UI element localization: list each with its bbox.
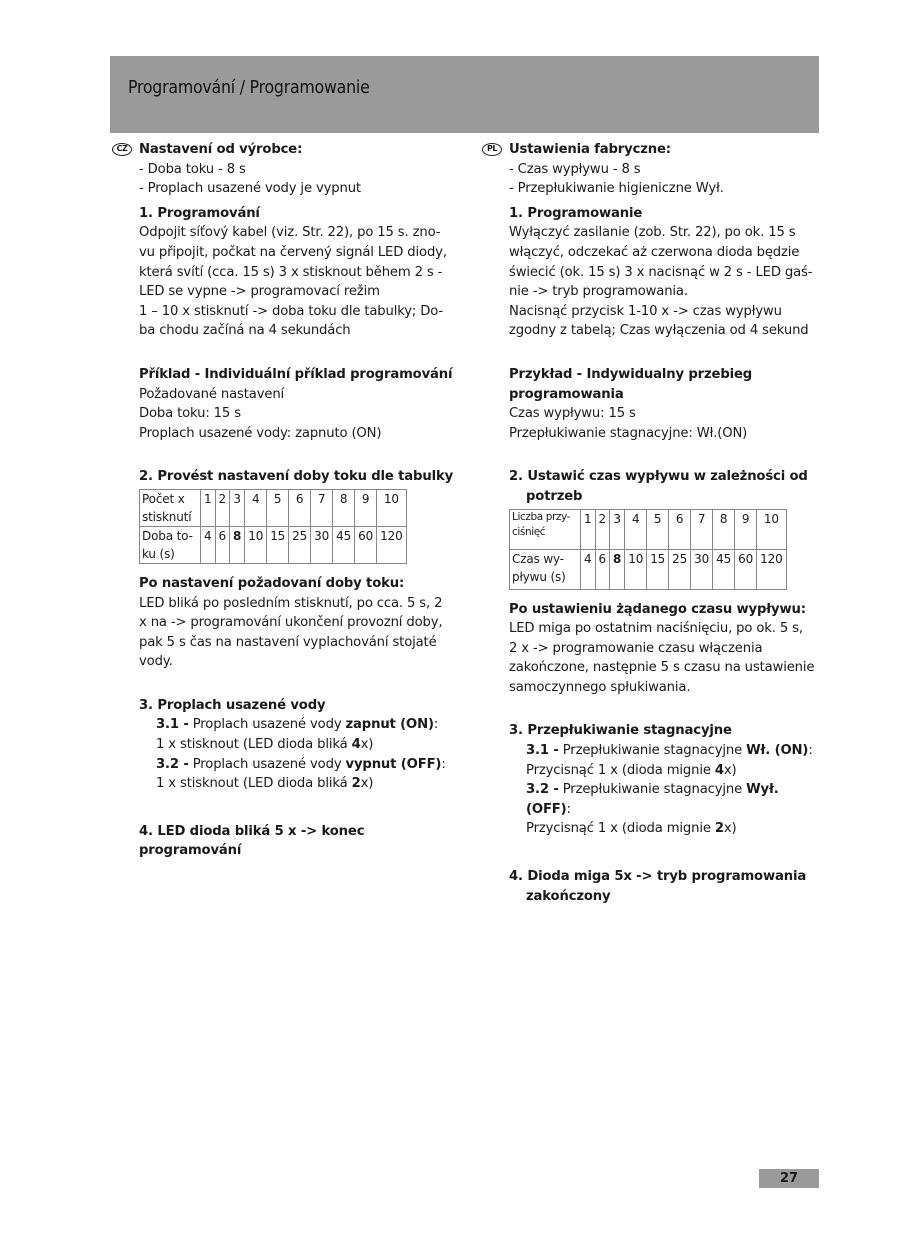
section-1-line: Odpojit síťový kabel (viz. Str. 22), po 15 s. zno- bbox=[139, 225, 441, 241]
table-cell: 6 bbox=[669, 509, 691, 549]
section-2-title: 2. Provést nastavení doby toku dle tabulky bbox=[139, 469, 454, 485]
section-2-title: 2. Ustawić czas wypływu w zależności od bbox=[509, 469, 808, 485]
example-line: Proplach usazené vody: zapnuto (ON) bbox=[139, 425, 382, 441]
table-row-label: Počet x stisknutí bbox=[140, 489, 201, 526]
table-row-label: Liczba przy-ciśnięć bbox=[510, 509, 581, 549]
section-1-line: włączyć, odczekać aż czerwona dioda będzie bbox=[509, 244, 800, 260]
after-setting-line: zakończone, następnie 5 s czasu na ustawienie bbox=[509, 660, 815, 676]
page-title: Programování / Programowanie bbox=[128, 78, 370, 98]
table-cell: 6 bbox=[215, 526, 230, 563]
table-cell-default: 8 bbox=[610, 549, 625, 589]
table-cell: 15 bbox=[267, 526, 289, 563]
table-cell: 4 bbox=[245, 489, 267, 526]
factory-item: - Czas wypływu - 8 s bbox=[509, 161, 641, 177]
section-4-title-cont: zakończony bbox=[526, 888, 611, 904]
page-number: 27 bbox=[759, 1169, 819, 1188]
section-1-line: nie -> tryb programowania. bbox=[509, 284, 688, 300]
section-4-title: 4. LED dioda bliká 5 x -> konec programování bbox=[139, 823, 365, 859]
table-row-presses bbox=[140, 489, 407, 526]
table-cell: 3 bbox=[230, 489, 245, 526]
section-3-2: 3.2 - Proplach usazené vody vypnut (OFF): bbox=[156, 756, 446, 772]
table-cell: 15 bbox=[647, 549, 669, 589]
table-cell: 1 bbox=[201, 489, 216, 526]
table-cell: 10 bbox=[625, 549, 647, 589]
section-1-line: świecić (ok. 15 s) 3 x nacisnąć w 2 s - LED gaś- bbox=[509, 264, 813, 280]
table-cell: 3 bbox=[610, 509, 625, 549]
table-cell: 9 bbox=[735, 509, 757, 549]
factory-item: - Proplach usazené vody je vypnut bbox=[139, 181, 361, 197]
example-line: Czas wypływu: 15 s bbox=[509, 406, 636, 422]
section-1-line: Nacisnąć przycisk 1-10 x -> czas wypływu bbox=[509, 303, 782, 319]
section-3-2-instruction: 1 x stisknout (LED dioda bliká 2x) bbox=[156, 776, 374, 792]
factory-settings-title: Ustawienia fabryczne: bbox=[509, 142, 671, 157]
example-line: Przepłukiwanie stagnacyjne: Wł.(ON) bbox=[509, 425, 748, 441]
table-cell: 10 bbox=[245, 526, 267, 563]
table-cell: 25 bbox=[669, 549, 691, 589]
section-1-line: ba chodu začíná na 4 sekundách bbox=[139, 323, 351, 339]
table-cell: 2 bbox=[595, 509, 610, 549]
after-setting-line: pak 5 s čas na nastavení vyplachování stojaté bbox=[139, 634, 437, 650]
section-3-1: 3.1 - Proplach usazené vody zapnut (ON): bbox=[156, 717, 439, 733]
table-cell: 120 bbox=[377, 526, 406, 563]
factory-settings-title: Nastavení od výrobce: bbox=[139, 142, 303, 157]
after-setting-line: x na -> programování ukončení provozní doby, bbox=[139, 615, 443, 631]
table-cell: 7 bbox=[311, 489, 333, 526]
section-1-title: 1. Programowanie bbox=[509, 205, 643, 221]
table-cell: 9 bbox=[355, 489, 377, 526]
after-setting-line: LED miga po ostatnim naciśnięciu, po ok. 5 s, bbox=[509, 621, 803, 637]
factory-item: - Przepłukiwanie higieniczne Wył. bbox=[509, 181, 724, 197]
table-cell: 5 bbox=[647, 509, 669, 549]
table-cell: 4 bbox=[581, 549, 596, 589]
flow-time-table bbox=[509, 509, 787, 590]
column-polish bbox=[487, 140, 819, 906]
table-cell: 7 bbox=[691, 509, 713, 549]
flow-time-table bbox=[139, 489, 407, 564]
table-cell: 4 bbox=[201, 526, 216, 563]
table-row-label: Doba to-ku (s) bbox=[140, 526, 201, 563]
table-row-label: Czas wy-pływu (s) bbox=[510, 549, 581, 589]
section-3-title: 3. Przepłukiwanie stagnacyjne bbox=[509, 723, 732, 739]
after-setting-line: vody. bbox=[139, 654, 173, 670]
section-1-line: zgodny z tabelą; Czas wyłączenia od 4 sekund bbox=[509, 323, 809, 339]
table-row-presses bbox=[510, 509, 787, 549]
language-badge-cz-icon: CZ bbox=[112, 143, 132, 156]
section-3-1-instruction: Przycisnąć 1 x (dioda mignie 4x) bbox=[526, 762, 737, 778]
after-setting-line: LED bliká po posledním stisknutí, po cca. 5 s, 2 bbox=[139, 595, 443, 611]
table-cell: 4 bbox=[625, 509, 647, 549]
table-cell: 25 bbox=[289, 526, 311, 563]
table-cell: 8 bbox=[333, 489, 355, 526]
section-3-1-instruction: 1 x stisknout (LED dioda bliká 4x) bbox=[156, 737, 374, 753]
table-cell: 45 bbox=[333, 526, 355, 563]
section-3-1: 3.1 - Przepłukiwanie stagnacyjne Wł. (ON): bbox=[526, 743, 813, 759]
example-title: Przykład - Indywidualny przebieg bbox=[509, 366, 753, 382]
section-3-2-instruction: Przycisnąć 1 x (dioda mignie 2x) bbox=[526, 821, 737, 837]
factory-item: - Doba toku - 8 s bbox=[139, 161, 246, 177]
table-cell: 60 bbox=[735, 549, 757, 589]
table-cell: 30 bbox=[691, 549, 713, 589]
table-cell: 10 bbox=[377, 489, 406, 526]
language-badge-pl-icon: PL bbox=[482, 143, 502, 156]
section-1-line: 1 – 10 x stisknutí -> doba toku dle tabulky; Do- bbox=[139, 303, 444, 319]
example-line: Doba toku: 15 s bbox=[139, 406, 241, 422]
section-4-title: 4. Dioda miga 5x -> tryb programowania bbox=[509, 869, 807, 885]
after-setting-line: 2 x -> programowanie czasu włączenia bbox=[509, 640, 763, 656]
after-setting-title: Po ustawieniu żądanego czasu wypływu: bbox=[509, 601, 806, 617]
after-setting-title: Po nastavení požadovaní doby toku: bbox=[139, 575, 405, 591]
column-czech bbox=[116, 140, 459, 861]
example-title: Příklad - Individuální příklad programování bbox=[139, 366, 453, 382]
table-cell: 2 bbox=[215, 489, 230, 526]
section-3-2: 3.2 - Przepłukiwanie stagnacyjne Wył. (OFF): bbox=[526, 782, 779, 817]
table-cell: 5 bbox=[267, 489, 289, 526]
table-cell: 30 bbox=[311, 526, 333, 563]
table-cell-default: 8 bbox=[230, 526, 245, 563]
header-band bbox=[110, 56, 819, 133]
table-cell: 8 bbox=[713, 509, 735, 549]
table-cell: 1 bbox=[581, 509, 596, 549]
example-title-cont: programowania bbox=[509, 386, 624, 402]
example-line: Požadované nastavení bbox=[139, 386, 285, 402]
section-2-title-cont: potrzeb bbox=[526, 488, 583, 504]
section-1-line: která svítí (cca. 15 s) 3 x stisknout během 2 s - bbox=[139, 264, 443, 280]
section-1-line: vu připojit, počkat na červený signál LED diody, bbox=[139, 244, 447, 260]
section-3-title: 3. Proplach usazené vody bbox=[139, 697, 326, 713]
section-1-line: Wyłączyć zasilanie (zob. Str. 22), po ok. 15 s bbox=[509, 225, 796, 241]
table-cell: 60 bbox=[355, 526, 377, 563]
table-cell: 6 bbox=[289, 489, 311, 526]
table-cell: 45 bbox=[713, 549, 735, 589]
section-1-title: 1. Programování bbox=[139, 205, 260, 221]
table-cell: 120 bbox=[757, 549, 786, 589]
table-cell: 6 bbox=[595, 549, 610, 589]
table-row-duration bbox=[140, 526, 407, 563]
table-cell: 10 bbox=[757, 509, 786, 549]
section-1-line: LED se vypne -> programovací režim bbox=[139, 284, 380, 300]
table-row-duration bbox=[510, 549, 787, 589]
after-setting-line: samoczynnego spłukiwania. bbox=[509, 679, 691, 695]
